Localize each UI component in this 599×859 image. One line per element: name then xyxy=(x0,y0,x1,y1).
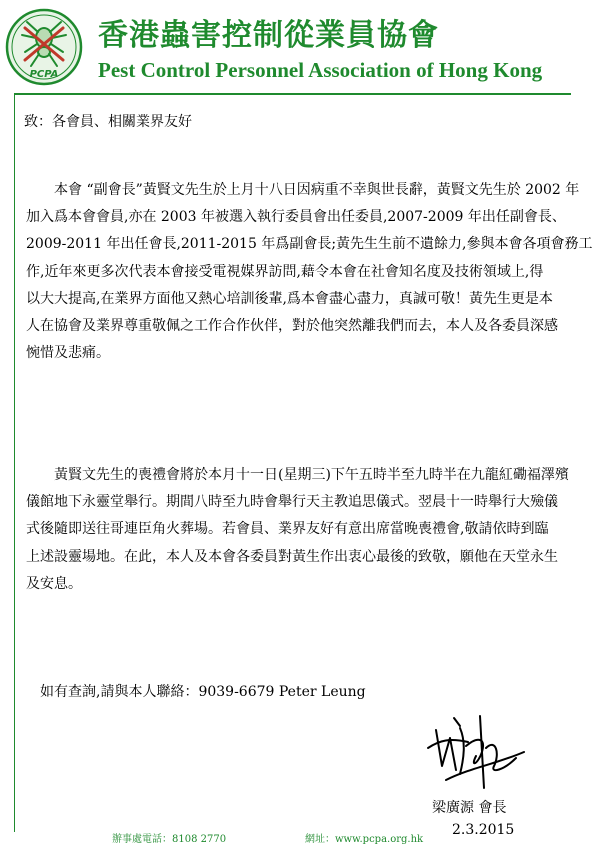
paragraph-line: 上述設靈場地。在此，本人及本會各委員對黃生作出衷心最後的致敬，願他在天堂永生 xyxy=(26,548,558,565)
org-name-zh: 香港蟲害控制從業員協會 xyxy=(98,18,439,53)
paragraph-line: 本會 “副會長”黃賢文先生於上月十八日因病重不幸與世長辭，黃賢文先生於 2002 年 xyxy=(54,182,580,198)
header-rule xyxy=(14,93,571,95)
contact-line: 如有查詢,請與本人聯絡：9039-6679 Peter Leung xyxy=(40,684,366,700)
paragraph-line: 加入爲本會會員,亦在 2003 年被選入執行委員會出任委員,2007-2009 年出任副會長、 xyxy=(26,209,566,226)
paragraph-line: 以大大提高,在業界方面他又熱心培訓後輩,爲本會盡心盡力，真誠可敬！黃先生更是本 xyxy=(26,290,553,307)
signer-name: 梁廣源 會長 xyxy=(432,800,507,816)
letterhead xyxy=(0,0,599,96)
paragraph-line: 作,近年來更多次代表本會接受電視媒界訪問,藉令本會在社會知名度及技術領域上,得 xyxy=(26,263,544,280)
pcpa-logo xyxy=(5,8,83,86)
paragraph-line: 式後隨即送往哥連臣角火葬場。若會員、業界友好有意出席當晚喪禮會,敬請依時到臨 xyxy=(26,521,549,538)
paragraph-2 xyxy=(26,462,588,598)
office-phone: 辦事處電話：8108 2770 xyxy=(112,834,227,845)
paragraph-line: 及安息。 xyxy=(26,575,82,592)
svg-text:PCPA: PCPA xyxy=(29,69,59,80)
margin-rule xyxy=(14,93,15,832)
paragraph-line: 2009-2011 年出任會長,2011-2015 年爲副會長;黃先生生前不遺餘力,參與本會各項會務工 xyxy=(26,236,593,253)
org-name-en: Pest Control Personnel Association of Hong Kong xyxy=(98,58,543,82)
paragraph-line: 人在協會及業界尊重敬佩之工作合作伙伴，對於他突然離我們而去，本人及各委員深感 xyxy=(26,318,558,335)
paragraph-line: 惋惜及悲痛。 xyxy=(26,345,110,362)
letter-date: 2.3.2015 xyxy=(452,822,515,838)
paragraph-line: 黃賢文先生的喪禮會將於本月十一日(星期三)下午五時半至九時半在九龍紅磡福澤殯 xyxy=(54,467,569,483)
website-link[interactable]: 網址：www.pcpa.org.hk xyxy=(305,834,424,845)
paragraph-line: 儀館地下永靈堂舉行。期間八時至九時會舉行天主教追思儀式。翌晨十一時舉行大殮儀 xyxy=(26,494,558,511)
greeting: 致：各會員、相關業界友好 xyxy=(24,114,192,130)
paragraph-1 xyxy=(26,177,593,367)
handwritten-signature xyxy=(420,708,530,792)
